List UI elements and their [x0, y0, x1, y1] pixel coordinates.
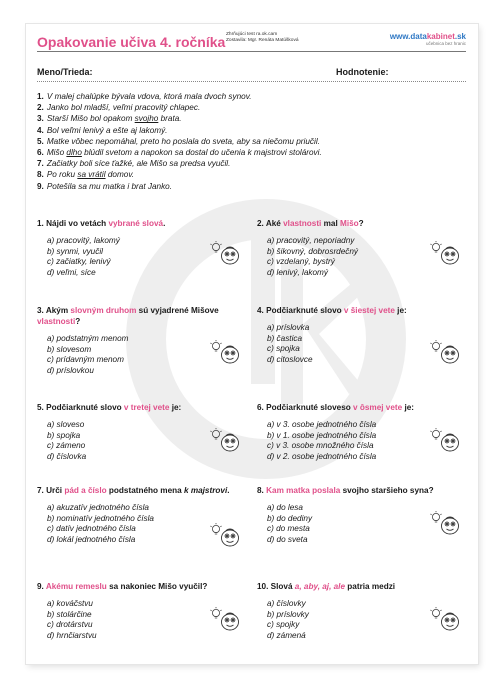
- question-fragment: je:: [402, 403, 415, 412]
- question-text: [257, 402, 457, 413]
- question-text: [257, 581, 457, 592]
- light-bulb-icon: [431, 511, 442, 522]
- highlighted-term: vlastnosti: [283, 219, 322, 228]
- score-label: Hodnotenie:: [336, 67, 389, 77]
- question-number: 8.: [257, 486, 267, 495]
- answer-option[interactable]: a) pracovitý, lakomý: [47, 236, 120, 245]
- question-fragment: Akým: [45, 306, 71, 315]
- question-number: 3.: [37, 306, 46, 315]
- name-label: Meno/Trieda:: [37, 67, 93, 77]
- answer-option[interactable]: c) v 3. osobe množného čísla: [267, 441, 374, 451]
- test-code: Zhrňujúci test ra.ok.cam: [226, 32, 278, 37]
- brand-main: data: [410, 32, 427, 41]
- smiley-face-icon: [427, 606, 461, 634]
- answer-option[interactable]: b) častica: [267, 333, 303, 343]
- sentence-text: Po roku: [46, 170, 78, 180]
- light-bulb-icon: [211, 340, 222, 351]
- answer-option[interactable]: b) stolárčine: [47, 609, 92, 619]
- smiley-face: [222, 613, 239, 630]
- smiley-face-icon: [427, 240, 461, 268]
- question-fragment: Urči: [46, 486, 65, 495]
- answer-option[interactable]: d) hrnčiarstvu: [47, 630, 97, 640]
- sentence-text: Začiatky boli síce ťažké, ale Mišo sa predsa vyučil.: [46, 159, 231, 169]
- question-fragment: .: [227, 486, 230, 495]
- smiley-face: [222, 346, 239, 363]
- sentence-number: 4.: [37, 125, 44, 135]
- light-bulb-icon: [431, 241, 442, 252]
- answer-option[interactable]: d) číslovka: [47, 451, 87, 461]
- highlighted-term: Kam matka poslala: [266, 486, 341, 495]
- answer-option[interactable]: c) spojky: [267, 620, 300, 630]
- story-sentence: [37, 169, 467, 180]
- brand-logo: [390, 32, 466, 46]
- light-bulb-icon: [431, 428, 442, 439]
- sentence-text: domov.: [105, 170, 135, 180]
- answer-option[interactable]: b) šikovný, dobrosrdečný: [267, 246, 359, 256]
- smiley-face-icon: [207, 522, 241, 550]
- story-sentence: [37, 158, 467, 169]
- underlined-word: dlho: [66, 148, 82, 158]
- light-bulb-icon: [211, 241, 222, 252]
- sentence-text: Starší Mišo bol opakom: [46, 114, 135, 124]
- answer-option[interactable]: a) podstatným menom: [47, 334, 129, 343]
- answer-option[interactable]: c) do mesta: [267, 524, 310, 534]
- question-fragment: podstatného mena: [106, 486, 184, 495]
- answer-option[interactable]: d) lenivý, lakomý: [267, 267, 328, 277]
- page-title: Opakovanie učiva 4. ročníka: [37, 34, 226, 50]
- sentence-text: brata.: [158, 114, 182, 124]
- answer-option[interactable]: c) prídavným menom: [47, 355, 124, 365]
- smiley-face-icon: [207, 427, 241, 455]
- answer-option[interactable]: a) v 3. osobe jednotného čísla: [267, 420, 377, 429]
- highlighted-term: v šiestej vete: [343, 306, 395, 315]
- brand-tagline: učebnica bez hranic: [425, 41, 466, 46]
- highlighted-term: Mišo: [340, 219, 359, 228]
- question-number: 5.: [37, 403, 47, 412]
- question-fragment: sa nakoniec Mišo vyučil?: [106, 582, 208, 591]
- story-sentence: [37, 125, 467, 136]
- form-divider: [37, 81, 466, 82]
- question-fragment: mal: [321, 219, 341, 228]
- question-fragment: je:: [394, 306, 407, 315]
- answer-option[interactable]: d) veľmi, síce: [47, 267, 96, 277]
- story-sentence: [37, 147, 467, 158]
- question-fragment: Nájdi vo vetách: [46, 219, 109, 228]
- answer-option[interactable]: b) nominatív jednotného čísla: [47, 513, 154, 523]
- smiley-face: [222, 529, 239, 546]
- light-bulb-icon: [431, 340, 442, 351]
- answer-option[interactable]: b) synmi, vyučil: [47, 246, 103, 256]
- sentence-text: Janko bol mladší, veľmi pracovitý chlapec.: [46, 103, 201, 113]
- question-fragment: Slová: [270, 582, 295, 591]
- answer-option[interactable]: a) do lesa: [267, 503, 303, 512]
- smiley-face: [442, 346, 459, 363]
- smiley-face-icon: [207, 240, 241, 268]
- answer-option[interactable]: c) zámeno: [47, 441, 86, 451]
- question-number: 10.: [257, 582, 271, 591]
- question-text: [37, 402, 237, 413]
- smiley-face: [442, 247, 459, 264]
- question-fragment: Podčiarknuté slovo: [46, 403, 124, 412]
- story-sentence: [37, 91, 467, 102]
- answer-option[interactable]: c) drotárstvu: [47, 620, 93, 630]
- author-info: [226, 32, 299, 45]
- highlighted-term: vybrané slová: [108, 219, 164, 228]
- smiley-face-icon: [427, 339, 461, 367]
- sentence-text: blúdil svetom a napokon sa dostal do učenia k majstrovi stolárovi.: [81, 148, 322, 158]
- answer-option[interactable]: d) lokál jednotného čísla: [47, 534, 136, 544]
- brand-suffix: .sk: [454, 32, 466, 41]
- light-bulb-icon: [211, 523, 222, 534]
- sentence-text: V malej chalúpke bývala vdova, ktorá mala dvoch synov.: [46, 92, 252, 101]
- sentence-number: 2.: [37, 103, 44, 113]
- question-number: 9.: [37, 582, 46, 591]
- smiley-face: [442, 434, 459, 451]
- brand-accent: kabinet: [426, 32, 455, 41]
- sentence-text: Bol veľmi lenivý a ešte aj lakomý.: [46, 125, 168, 135]
- question-fragment: .: [163, 219, 166, 228]
- highlighted-term: v tretej vete: [123, 403, 170, 412]
- story-sentence: [37, 181, 467, 192]
- answer-option[interactable]: c) vzdelaný, bystrý: [267, 257, 335, 267]
- answer-option[interactable]: b) slovesom: [47, 344, 92, 354]
- question-fragment: Podčiarknuté slovo: [266, 306, 344, 315]
- story-text: [37, 91, 467, 192]
- highlighted-term: Akému remeslu: [45, 582, 107, 591]
- smiley-face: [442, 613, 459, 630]
- sentence-number: 6.: [37, 148, 44, 158]
- question-fragment: sú vyjadrené Mišove: [136, 306, 219, 315]
- answer-option[interactable]: b) spojka: [47, 430, 81, 440]
- sentence-number: 8.: [37, 170, 44, 180]
- sentence-number: 7.: [37, 159, 44, 169]
- smiley-face: [222, 434, 239, 451]
- smiley-face: [442, 517, 459, 534]
- light-bulb-icon: [211, 607, 222, 618]
- question-fragment: je:: [169, 403, 182, 412]
- brand-prefix: www.: [389, 32, 411, 41]
- highlighted-term: pád a číslo: [64, 486, 107, 495]
- answer-option[interactable]: a) kováčstvu: [47, 599, 93, 608]
- answer-option[interactable]: d) príslovkou: [47, 365, 94, 375]
- question-number: 7.: [37, 486, 47, 495]
- question-fragment: patria medzi: [345, 582, 396, 591]
- sentence-number: 3.: [37, 114, 44, 124]
- sentence-number: 9.: [37, 181, 44, 191]
- worksheet-page: [26, 24, 478, 664]
- sentence-text: Potešila sa mu matka i brat Janko.: [46, 181, 172, 191]
- question-number: 1.: [37, 219, 47, 228]
- answer-option[interactable]: a) sloveso: [47, 420, 85, 429]
- question-fragment: svojho staršieho syna?: [340, 486, 434, 495]
- answer-option[interactable]: c) začiatky, lenivý: [47, 257, 111, 267]
- header-divider: [37, 51, 466, 52]
- question-text: [257, 218, 457, 229]
- question-fragment: ?: [75, 317, 81, 326]
- answer-option[interactable]: b) v 1. osobe jednotného čísla: [267, 430, 377, 440]
- sentence-text: Matke vôbec nepomáhal, preto ho poslala do sveta, aby sa niečomu priučil.: [46, 136, 320, 146]
- underlined-word: sa vrátil: [77, 170, 106, 180]
- smiley-face-icon: [427, 510, 461, 538]
- sentence-number: 5.: [37, 136, 44, 146]
- answer-option[interactable]: b) príslovky: [267, 609, 309, 619]
- question-text: [257, 485, 457, 496]
- smiley-face-icon: [427, 427, 461, 455]
- author-line: Zostavila: Mgr. Renáta Matúšková: [226, 38, 299, 44]
- answer-option[interactable]: d) citoslovce: [267, 354, 313, 364]
- answer-option[interactable]: a) pracovitý, neporiadny: [267, 236, 355, 245]
- highlighted-term: v ôsmej vete: [353, 403, 403, 412]
- question-fragment: k majstrovi: [183, 486, 228, 495]
- answer-option[interactable]: d) v 2. osobe jednotného čísla: [267, 451, 377, 461]
- question-text: [37, 485, 237, 496]
- light-bulb-icon: [211, 428, 222, 439]
- story-sentence: [37, 102, 467, 113]
- smiley-face-icon: [207, 606, 241, 634]
- sentence-text: Mišo: [46, 148, 67, 158]
- highlighted-term: vlastnosti: [37, 317, 76, 326]
- answer-option[interactable]: b) do dediny: [267, 513, 313, 523]
- highlighted-term: a, aby, aj, ale: [294, 582, 346, 591]
- story-sentence: [37, 136, 467, 147]
- question-number: 4.: [257, 306, 267, 315]
- question-text: [37, 581, 237, 592]
- answer-option[interactable]: a) číslovky: [267, 599, 306, 608]
- smiley-face-icon: [207, 339, 241, 367]
- story-sentence: [37, 113, 467, 124]
- highlighted-term: slovným druhom: [70, 306, 137, 315]
- answer-option[interactable]: c) datív jednotného čísla: [47, 524, 136, 534]
- question-text: [37, 305, 237, 327]
- question-fragment: Podčiarknuté sloveso: [266, 403, 354, 412]
- answer-option[interactable]: a) príslovka: [267, 323, 310, 332]
- answer-option[interactable]: a) akuzatív jednotného čísla: [47, 503, 149, 512]
- light-bulb-icon: [431, 607, 442, 618]
- question-fragment: Aké: [265, 219, 284, 228]
- answer-option[interactable]: d) do sveta: [267, 534, 308, 544]
- smiley-face: [222, 247, 239, 264]
- answer-option[interactable]: d) zámená: [267, 630, 306, 640]
- underlined-word: svojho: [134, 114, 159, 124]
- question-text: [37, 218, 237, 229]
- answer-option[interactable]: c) spojka: [267, 344, 300, 354]
- question-fragment: ?: [358, 219, 364, 228]
- question-number: 6.: [257, 403, 267, 412]
- question-number: 2.: [257, 219, 266, 228]
- question-text: [257, 305, 457, 316]
- sentence-number: 1.: [37, 92, 44, 101]
